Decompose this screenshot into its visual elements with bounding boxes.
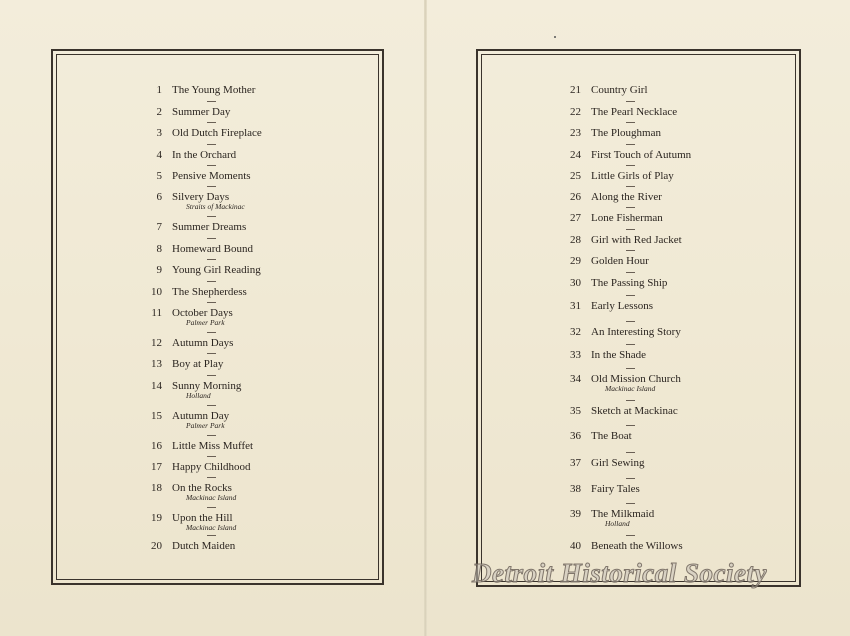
entry-number: 36 <box>570 430 581 442</box>
entry-number: 37 <box>570 457 581 469</box>
left-page-entry <box>156 221 247 233</box>
right-page-entry <box>570 349 646 361</box>
entry-number: 6 <box>156 191 162 203</box>
entry-title: Autumn Day <box>172 410 230 422</box>
right-page-entry <box>570 277 668 289</box>
center-fold <box>424 0 427 636</box>
entry-location: Mackinac Island <box>186 523 237 532</box>
entry-title: An Interesting Story <box>591 326 681 338</box>
entry-title: Pensive Moments <box>172 170 251 182</box>
entry-number: 2 <box>156 106 162 118</box>
entry-title: Old Mission Church <box>591 373 681 385</box>
entry-number: 32 <box>570 326 581 338</box>
entry-location: Straits of Mackinac <box>186 202 245 211</box>
entry-title: Early Lessons <box>591 300 654 312</box>
entry-title: The Ploughman <box>591 127 661 139</box>
right-page-entry <box>570 106 678 118</box>
entry-separator <box>626 229 635 230</box>
entry-separator <box>207 101 216 102</box>
entry-title: Along the River <box>591 191 662 203</box>
entry-number: 8 <box>156 243 162 255</box>
entry-number: 29 <box>570 255 581 267</box>
entry-title: Little Miss Muffet <box>172 440 254 452</box>
entry-title: Girl with Red Jacket <box>591 234 682 246</box>
right-page-entry <box>570 326 681 338</box>
entry-separator <box>207 302 216 303</box>
entry-number: 31 <box>570 300 581 312</box>
left-page-entry <box>156 243 253 255</box>
entry-title: Golden Hour <box>591 255 649 267</box>
right-page-entry <box>570 300 654 312</box>
entry-number: 34 <box>570 373 581 385</box>
entry-separator <box>626 368 635 369</box>
entry-number: 7 <box>156 221 162 233</box>
entry-title: Summer Day <box>172 106 231 118</box>
left-page-entry <box>151 337 234 349</box>
entry-number: 3 <box>156 127 162 139</box>
entry-title: Beneath the Willows <box>591 540 683 552</box>
entry-number: 19 <box>151 512 162 524</box>
entry-title: First Touch of Autumn <box>591 149 692 161</box>
entry-title: Lone Fisherman <box>591 212 663 224</box>
left-page-entry <box>151 512 237 532</box>
entry-separator <box>626 207 635 208</box>
entry-title: In the Orchard <box>172 149 237 161</box>
entry-separator <box>207 375 216 376</box>
right-page-entry <box>570 373 681 393</box>
entry-title: The Shepherdess <box>172 286 247 298</box>
left-page-entry <box>156 149 237 161</box>
entry-separator <box>626 186 635 187</box>
entry-separator <box>207 144 216 145</box>
right-page-entry <box>570 212 663 224</box>
entry-number: 21 <box>570 84 581 96</box>
left-page-entry <box>151 482 237 502</box>
right-page-entry <box>570 483 640 495</box>
entry-separator <box>626 400 635 401</box>
entry-title: Dutch Maiden <box>172 540 236 552</box>
entry-separator <box>207 435 216 436</box>
left-page-entry <box>151 358 224 370</box>
entry-location: Mackinac Island <box>605 384 656 393</box>
left-page-entry <box>156 191 245 211</box>
right-page-entry <box>570 149 692 161</box>
left-page-entry <box>151 380 242 400</box>
entry-separator <box>626 144 635 145</box>
left-page-entry <box>151 286 247 298</box>
entry-title: Fairy Tales <box>591 483 640 495</box>
entry-title: Little Girls of Play <box>591 170 674 182</box>
entry-number: 25 <box>570 170 581 182</box>
right-page-entry <box>570 508 655 528</box>
right-page-entry <box>570 540 683 552</box>
entry-number: 4 <box>156 149 162 161</box>
right-page-entry <box>570 405 678 417</box>
entry-number: 13 <box>151 358 162 370</box>
entry-number: 18 <box>151 482 162 494</box>
entry-separator <box>207 238 216 239</box>
entry-separator <box>207 122 216 123</box>
left-page-entry <box>156 170 251 182</box>
entry-separator <box>207 405 216 406</box>
entry-number: 1 <box>156 84 162 96</box>
entry-title: October Days <box>172 307 233 319</box>
entry-title: Silvery Days <box>172 191 230 203</box>
entry-title: Country Girl <box>591 84 648 96</box>
left-page-entry <box>156 84 256 96</box>
entry-title: The Milkmaid <box>591 508 655 520</box>
left-page-entry <box>151 540 236 552</box>
entry-number: 16 <box>151 440 162 452</box>
right-page-entry <box>570 127 661 139</box>
entry-number: 23 <box>570 127 581 139</box>
entry-title: Autumn Days <box>172 337 234 349</box>
entry-number: 27 <box>570 212 581 224</box>
paper-speck <box>554 36 556 38</box>
entry-separator <box>207 535 216 536</box>
entry-title: Old Dutch Fireplace <box>172 127 262 139</box>
entry-number: 33 <box>570 349 581 361</box>
entry-number: 22 <box>570 106 581 118</box>
entry-separator <box>207 477 216 478</box>
entry-separator <box>207 186 216 187</box>
right-page-entry <box>570 457 645 469</box>
entry-title: Boy at Play <box>172 358 224 370</box>
entry-number: 24 <box>570 149 581 161</box>
entry-title: On the Rocks <box>172 482 232 494</box>
entry-location: Holland <box>186 391 211 400</box>
entry-number: 11 <box>151 307 162 319</box>
entry-title: Girl Sewing <box>591 457 645 469</box>
entry-title: The Boat <box>591 430 632 442</box>
left-page-entry <box>156 264 261 276</box>
left-page-entry <box>151 440 254 452</box>
right-page-entry <box>570 234 682 246</box>
right-page-entry <box>570 255 649 267</box>
right-page-entry <box>570 170 674 182</box>
entry-separator <box>207 281 216 282</box>
entry-separator <box>207 216 216 217</box>
entry-number: 5 <box>156 170 162 182</box>
entry-title: Sketch at Mackinac <box>591 405 678 417</box>
entry-number: 20 <box>151 540 162 552</box>
entry-separator <box>626 250 635 251</box>
entry-separator <box>207 507 216 508</box>
entry-location: Holland <box>605 519 630 528</box>
entry-title: The Young Mother <box>172 84 256 96</box>
entry-number: 12 <box>151 337 162 349</box>
entry-separator <box>207 259 216 260</box>
entry-title: The Pearl Necklace <box>591 106 678 118</box>
entry-separator <box>626 122 635 123</box>
entry-number: 26 <box>570 191 581 203</box>
entry-number: 28 <box>570 234 581 246</box>
entry-separator <box>626 425 635 426</box>
entry-location: Palmer Park <box>186 318 225 327</box>
entry-number: 15 <box>151 410 162 422</box>
entry-number: 14 <box>151 380 162 392</box>
left-page-entry <box>156 106 231 118</box>
right-page-entry <box>570 430 632 442</box>
entry-number: 10 <box>151 286 162 298</box>
entry-number: 9 <box>156 264 162 276</box>
entry-separator <box>626 503 635 504</box>
entry-location: Palmer Park <box>186 421 225 430</box>
left-page-entry <box>151 461 251 473</box>
entry-title: Young Girl Reading <box>172 264 261 276</box>
entry-separator <box>626 272 635 273</box>
entry-number: 38 <box>570 483 581 495</box>
entry-title: Homeward Bound <box>172 243 253 255</box>
entry-separator <box>207 353 216 354</box>
left-page-entry <box>151 307 233 327</box>
entry-separator <box>626 535 635 536</box>
left-page-entry <box>151 410 230 430</box>
entry-location: Mackinac Island <box>186 493 237 502</box>
entry-separator <box>626 295 635 296</box>
entry-number: 17 <box>151 461 162 473</box>
entry-separator <box>207 456 216 457</box>
right-page-entry <box>570 84 648 96</box>
entry-separator <box>207 332 216 333</box>
entry-title: Happy Childhood <box>172 461 251 473</box>
right-page-entry <box>570 191 662 203</box>
entry-separator <box>207 165 216 166</box>
entry-title: Upon the Hill <box>172 512 233 524</box>
entry-separator <box>626 321 635 322</box>
entry-number: 40 <box>570 540 581 552</box>
entry-separator <box>626 344 635 345</box>
entry-number: 39 <box>570 508 581 520</box>
entry-number: 35 <box>570 405 581 417</box>
left-page-entry <box>156 127 262 139</box>
entry-separator <box>626 165 635 166</box>
entry-title: The Passing Ship <box>591 277 668 289</box>
entry-number: 30 <box>570 277 581 289</box>
entry-title: Summer Dreams <box>172 221 247 233</box>
watermark: Detroit Historical Society <box>472 558 767 588</box>
entry-title: Sunny Morning <box>172 380 242 392</box>
entry-separator <box>626 452 635 453</box>
entry-separator <box>626 478 635 479</box>
entry-separator <box>626 101 635 102</box>
entry-title: In the Shade <box>591 349 646 361</box>
